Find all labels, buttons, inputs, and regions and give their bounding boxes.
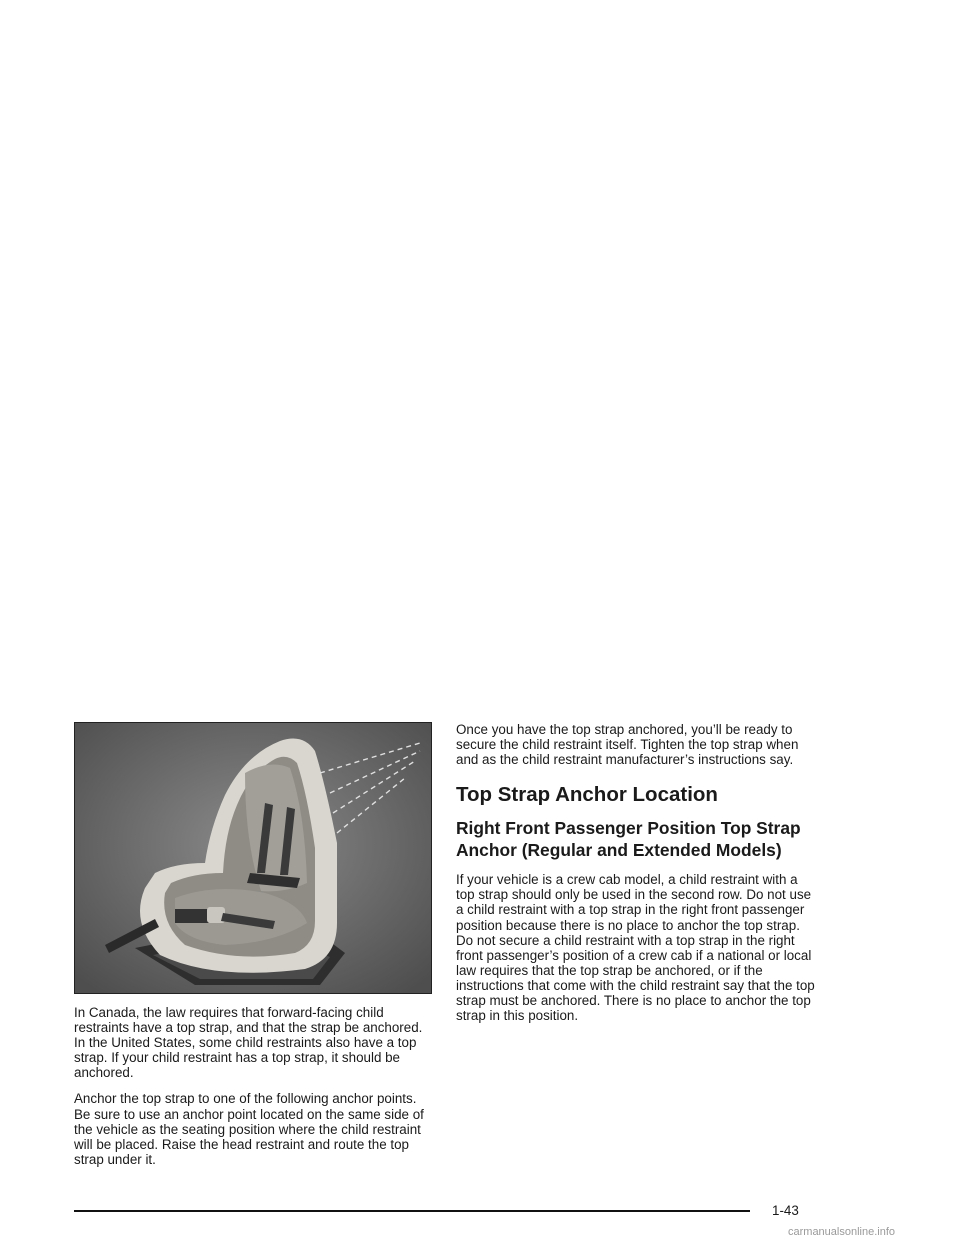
footer-rule [74,1210,750,1212]
paragraph-crew-cab: If your vehicle is a crew cab model, a child restraint with a top strap should only be used in the second row. Do not use a child restraint with a top strap in the right front passenger position because there is no place to anchor the top strap. Do not secure a child restraint with a top strap in the right front passenger’s position of a crew cab if a national or local law requires that the top strap be anchored, or if the instructions that come with the child restraint say that the top strap must be anchored. There is no place to anchor the top strap in this position. [456,872,815,1024]
right-column [456,722,818,1034]
subsection-heading: Right Front Passenger Position Top Strap Anchor (Regular and Extended Models) [456,818,801,861]
section-heading: Top Strap Anchor Location [456,783,718,807]
paragraph-intro: Once you have the top strap anchored, you’ll be ready to secure the child restraint itself. Tighten the top strap when and as the child restraint manufacturer’s instructions say. [456,722,799,768]
child-seat-image [75,723,431,993]
page-number: 1-43 [772,1203,799,1218]
paragraph-anchor-instructions: Anchor the top strap to one of the following anchor points. Be sure to use an anchor point located on the same side of the vehicle as the seating position where the child restraint will be placed. Raise the head restraint and route the top strap under it. [74,1091,424,1167]
left-column [74,722,432,1178]
paragraph-canada-law: In Canada, the law requires that forward-facing child restraints have a top strap, and that the strap be anchored. In the United States, some child restraints also have a top strap. If your child restraint has a top strap, it should be anchored. [74,1005,423,1081]
watermark: carmanualsonline.info [788,1226,896,1238]
child-seat-illustration [74,722,432,994]
